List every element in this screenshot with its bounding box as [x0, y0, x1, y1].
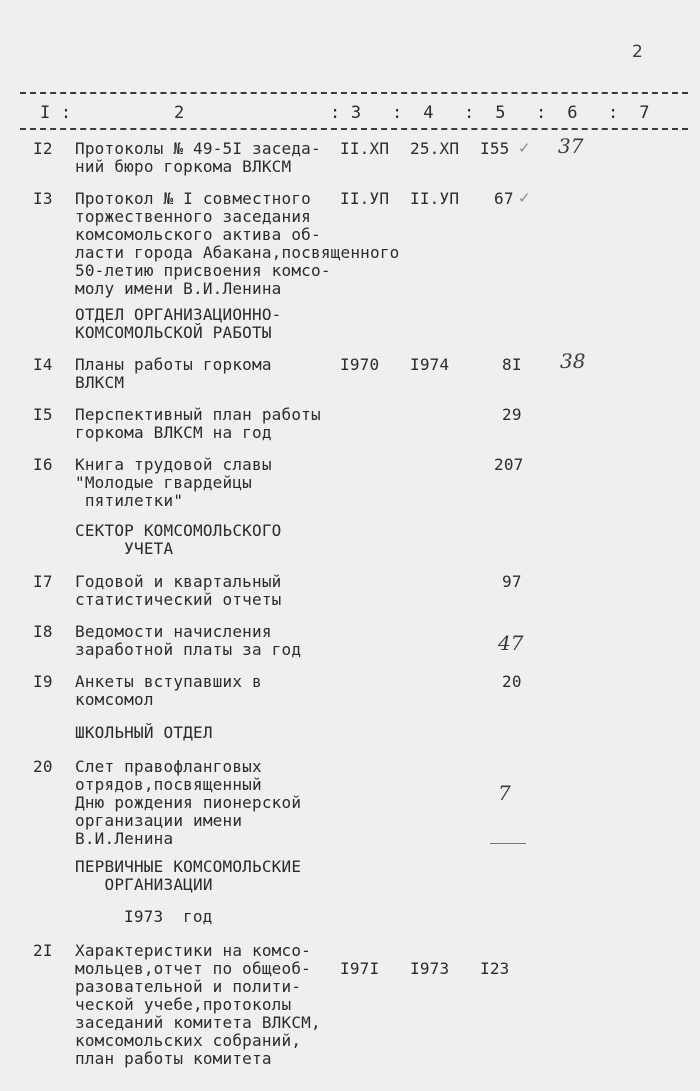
header-col-3: : 3: [330, 103, 362, 123]
entry-title: Протоколы № 49-5I заседа- ний бюро горкома ВЛКСМ: [75, 139, 321, 176]
entry-end-date: II.УП: [410, 189, 460, 208]
entry-number: I5: [33, 405, 53, 424]
entry-sheet-count-handwritten: 47: [498, 631, 524, 655]
entry-start-date: I97I: [340, 959, 380, 978]
entry-end-date: I973: [410, 959, 450, 978]
entry-number: I4: [33, 355, 53, 374]
entry-number: I7: [33, 572, 53, 591]
section-heading: СЕКТОР КОМСОМОЛЬСКОГО УЧЕТА: [75, 521, 282, 558]
entry-title: Ведомости начисления заработной платы за год: [75, 622, 302, 659]
entry-sheet-count-handwritten: 7: [498, 781, 511, 805]
check-mark-icon: ✓: [518, 139, 531, 157]
header-rule-bottom: [20, 128, 688, 130]
entry-sheet-count: 20: [502, 672, 522, 691]
entry-sheet-count: 8I: [502, 355, 522, 374]
header-col-7: : 7: [608, 103, 650, 123]
entry-sheet-count: I23: [480, 959, 510, 978]
entry-title: Протокол № I совместного торжественного заседания комсомольского актива об- ласти города Абакана,посвященного 50-летию присвоения комсо- молу имени В.И.Ленина: [75, 189, 400, 298]
entry-number: I3: [33, 189, 53, 208]
header-col-4: : 4: [392, 103, 434, 123]
entry-handwritten-note: 38: [560, 349, 586, 373]
entry-start-date: I970: [340, 355, 380, 374]
section-heading: ШКОЛЬНЫЙ ОТДЕЛ: [75, 723, 213, 742]
header-rule-top: [20, 92, 688, 94]
entry-start-date: II.УП: [340, 189, 390, 208]
entry-title: Слет правофланговых отрядов,посвященный Дню рождения пионерской организации имени В.И.Ленина: [75, 757, 302, 848]
entry-sheet-count: 207: [494, 455, 524, 474]
check-mark-icon: ✓: [518, 189, 531, 207]
entry-sheet-count: 67: [494, 189, 514, 208]
entry-title: Планы работы горкома ВЛКСМ: [75, 355, 272, 392]
handwritten-dash: [490, 843, 526, 844]
entry-number: I8: [33, 622, 53, 641]
entry-handwritten-note: 37: [558, 134, 584, 158]
entry-sheet-count: 29: [502, 405, 522, 424]
page-number: 2: [632, 42, 643, 62]
entry-title: Характеристики на комсо- мольцев,отчет по общеоб- разовательной и полити- ческой учебе,протоколы заседаний комитета ВЛКСМ, комсомольских собраний, план работы комитета: [75, 941, 321, 1068]
entry-number: I9: [33, 672, 53, 691]
entry-title: Книга трудовой славы "Молодые гвардейцы пятилетки": [75, 455, 272, 510]
entry-start-date: II.ХП: [340, 139, 390, 158]
entry-title: Перспективный план работы горкома ВЛКСМ на год: [75, 405, 321, 442]
header-col-1: I :: [40, 103, 72, 123]
entry-number: 2I: [33, 941, 53, 960]
section-heading: ПЕРВИЧНЫЕ КОМСОМОЛЬСКИЕ ОРГАНИЗАЦИИ: [75, 857, 302, 894]
entry-number: I6: [33, 455, 53, 474]
section-heading: ОТДЕЛ ОРГАНИЗАЦИОННО- КОМСОМОЛЬСКОЙ РАБОТЫ: [75, 305, 282, 342]
entry-end-date: 25.ХП: [410, 139, 460, 158]
header-col-6: : 6: [536, 103, 578, 123]
header-col-5: : 5: [464, 103, 506, 123]
entry-number: 20: [33, 757, 53, 776]
header-col-2: 2: [174, 103, 185, 123]
entry-sheet-count: 97: [502, 572, 522, 591]
entry-sheet-count: I55: [480, 139, 510, 158]
entry-title: Годовой и квартальный статистический отчеты: [75, 572, 282, 609]
year-heading: I973 год: [124, 907, 213, 926]
entry-number: I2: [33, 139, 53, 158]
entry-title: Анкеты вступавших в комсомол: [75, 672, 262, 709]
entry-end-date: I974: [410, 355, 450, 374]
